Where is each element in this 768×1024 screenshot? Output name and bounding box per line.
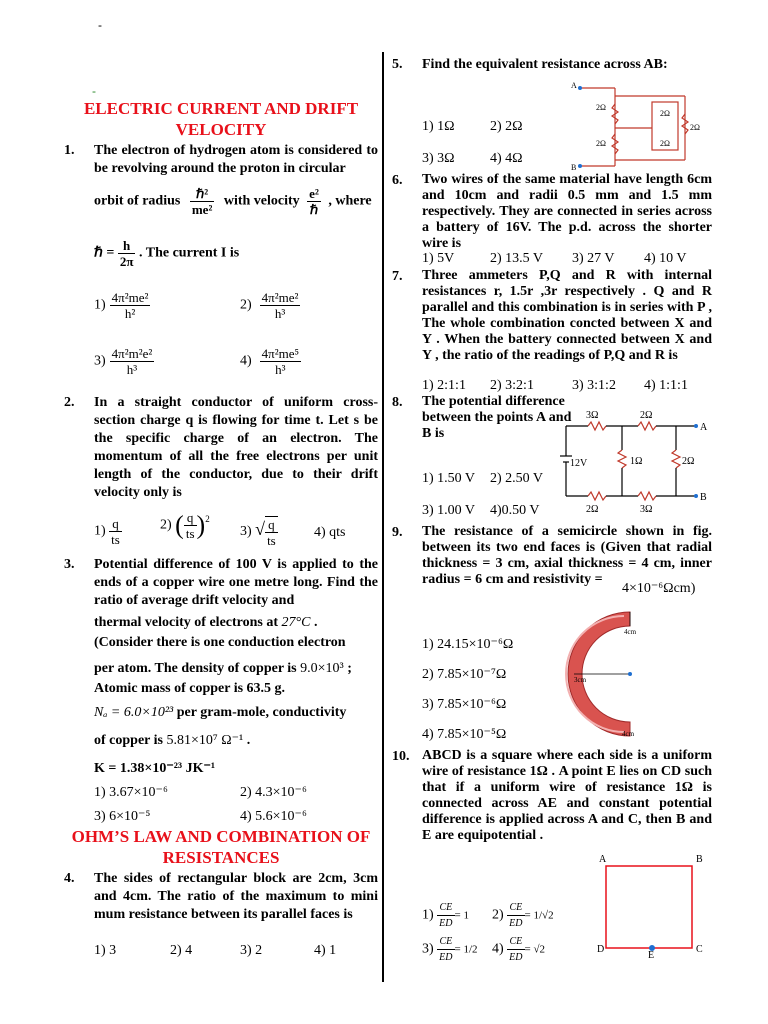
svg-text:3Ω: 3Ω [586, 410, 599, 421]
q3-option-1[interactable]: 1) 3.67×10⁻⁶ [94, 785, 168, 800]
q1-option-1[interactable]: 1) $\frac{\text{4π²me²}}{\text{h²}}$ [94, 290, 149, 321]
q7-text: Three ammeters P,Q and R with internal resistances r, 1.5r ,3r respectively . Q and R parallel and this combination is in series with P , The whole combination concted between X and Y . When the battery connected between X and Y , the ratio of the readings of P,Q and R is [422, 268, 712, 363]
q10-option-3[interactable]: 3) $\frac{CE}{ED}$ = 1/2 [422, 936, 478, 963]
svg-text:B: B [696, 854, 703, 865]
q3-line2: thermal velocity of electrons at 27°C . [94, 615, 318, 630]
q10-number: 10. [392, 749, 410, 764]
svg-text:2Ω: 2Ω [596, 103, 606, 112]
svg-text:A: A [599, 854, 607, 865]
q3-line7: of copper is 5.81×10⁷ Ω⁻¹ . [94, 733, 251, 748]
svg-text:2Ω: 2Ω [586, 504, 599, 515]
q8-option-2[interactable]: 2) 2.50 V [490, 471, 544, 486]
q1-number: 1. [64, 143, 75, 158]
q4-option-3[interactable]: 3) 2 [240, 943, 263, 958]
q1-velocity-pre: with velocity [223, 193, 300, 209]
q3-line4: per atom. The density of copper is 9.0×10³ ; [94, 661, 352, 676]
q2-number: 2. [64, 395, 75, 410]
q5-option-2[interactable]: 2) 2Ω [490, 119, 523, 134]
q10-option-4[interactable]: 4) $\frac{CE}{ED}$ = √2 [492, 936, 546, 963]
q4-option-2[interactable]: 2) 4 [170, 943, 193, 958]
q9-option-3[interactable]: 3) 7.85×10⁻⁶Ω [422, 697, 507, 712]
svg-text:3cm: 3cm [574, 676, 587, 684]
svg-text:4cm: 4cm [622, 730, 635, 738]
q3-boltzmann: K = 1.38×10⁻²³ JK⁻¹ [94, 761, 216, 776]
q6-number: 6. [392, 173, 403, 188]
q9-semicircle-figure [560, 606, 680, 742]
section-heading-drift: ELECTRIC CURRENT AND DRIFT VELOCITY [83, 99, 359, 139]
q5-text: Find the equivalent resistance across AB: [422, 57, 668, 72]
q7-number: 7. [392, 269, 403, 284]
q9-number: 9. [392, 525, 403, 540]
q8-option-3[interactable]: 3) 1.00 V [422, 503, 476, 518]
q3-line6: Nₐ = 6.0×10²³ per gram-mole, conductivity [94, 705, 347, 720]
q7-option-1[interactable]: 1) 2:1:1 [422, 378, 466, 393]
q10-option-1[interactable]: 1) $\frac{CE}{ED}$ = 1 [422, 902, 469, 929]
q3-conductivity: 5.81×10⁷ Ω⁻¹ [166, 733, 244, 748]
q9-option-1[interactable]: 1) 24.15×10⁻⁶Ω [422, 637, 514, 652]
q3-line5: Atomic mass of copper is 63.5 g. [94, 681, 286, 696]
left-mark: - [92, 84, 96, 98]
q10-text: ABCD is a square where each side is a uniform wire of resistance 1Ω . A point E lies on CD such that if a uniform wire of resistance 1Ω is connected across AE and constant potential difference is applied across A and C, then B and E are equipotential . [422, 748, 712, 843]
q3-line1: Potential difference of 100 V is applied to the ends of a copper wire one metre long. Find the ratio of average drift velocity and [94, 557, 378, 608]
q3-density: 9.0×10³ [300, 661, 344, 676]
q7-option-4[interactable]: 4) 1:1:1 [644, 378, 688, 393]
q5-option-1[interactable]: 1) 1Ω [422, 119, 455, 134]
q8-circuit-figure [558, 406, 712, 516]
q9-resistivity: 4×10⁻⁶Ωcm) [622, 581, 696, 596]
q9-text: The resistance of a semicircle shown in fig. between its two end faces is (Given that radial thickness = 3 cm, axial thickness = 4 cm, inner radius = 6 cm and resistivity = [422, 524, 712, 587]
q5-number: 5. [392, 57, 403, 72]
q6-text: Two wires of the same material have length 6cm and 10cm and radii 0.5 mm and 1.5 mm respectively. They are connected in series across a battery of 16V. The p.d. across the shorter wire is [422, 172, 712, 251]
q8-option-4[interactable]: 4)0.50 V [490, 503, 540, 518]
q9-option-4[interactable]: 4) 7.85×10⁻⁵Ω [422, 727, 507, 742]
q1-hbar-fraction: $\frac{h}{2\pi}$ [119, 238, 134, 269]
q5-option-3[interactable]: 3) 3Ω [422, 151, 455, 166]
svg-text:1Ω: 1Ω [630, 456, 643, 467]
q6-option-2[interactable]: 2) 13.5 V [490, 251, 544, 266]
q1-hbar-line: ℏ = $\frac{h}{2\pi}$ . The current I is [94, 238, 240, 269]
svg-text:12V: 12V [570, 458, 588, 469]
column-divider [382, 52, 384, 982]
q1-orbit-pre: orbit of radius [94, 193, 181, 209]
svg-text:2Ω: 2Ω [682, 456, 695, 467]
q2-text: In a straight conductor of uniform cross-section charge q is flowing for time t. Let s be the specific charge of an electron. The momentum of all the free electrons per unit length of the conductor, due to their drift velocity only is [94, 395, 378, 500]
svg-text:3Ω: 3Ω [640, 504, 653, 515]
q3-avogadro: Nₐ = 6.0×10²³ [94, 705, 174, 720]
q8-number: 8. [392, 395, 403, 410]
svg-text:D: D [597, 944, 605, 955]
svg-text:2Ω: 2Ω [660, 139, 670, 148]
q3-temperature: 27°C [281, 615, 311, 630]
q1-option-3[interactable]: 3) $\frac{\text{4π²m²e²}}{\text{h³}}$ [94, 346, 153, 377]
q2-option-1[interactable]: 1) $\frac{q}{ts}$ [94, 516, 120, 547]
svg-text:B: B [700, 492, 707, 503]
q3-option-3[interactable]: 3) 6×10⁻⁵ [94, 809, 151, 824]
section-heading-ohms-law: OHM’S LAW AND COMBINATION OF RESISTANCES [71, 827, 371, 867]
svg-text:2Ω: 2Ω [690, 123, 700, 132]
svg-text:C: C [696, 944, 703, 955]
q10-option-2[interactable]: 2) $\frac{CE}{ED}$ = 1/√2 [492, 902, 554, 929]
q4-number: 4. [64, 871, 75, 886]
q7-option-2[interactable]: 2) 3:2:1 [490, 378, 534, 393]
q3-line3: (Consider there is one conduction electron [94, 635, 346, 650]
svg-text:4cm: 4cm [624, 628, 637, 636]
q5-fig-label-b: B [571, 163, 577, 172]
q6-option-3[interactable]: 3) 27 V [572, 251, 615, 266]
q6-option-1[interactable]: 1) 5V [422, 251, 455, 266]
top-mark: - [98, 18, 102, 32]
svg-text:2Ω: 2Ω [640, 410, 653, 421]
q2-option-4[interactable]: 4) qts [314, 525, 346, 540]
q2-option-2[interactable]: 2) ( $\frac{q}{ts}$ )$^2$ [160, 510, 210, 541]
svg-text:E: E [648, 950, 655, 958]
svg-text:A: A [700, 422, 708, 433]
q1-text: The electron of hydrogen atom is considered to be revolving around the proton in circular [94, 143, 378, 176]
q8-option-1[interactable]: 1) 1.50 V [422, 471, 476, 486]
q3-number: 3. [64, 557, 75, 572]
q1-velocity-fraction: $\frac{\text{e²}}{\text{ℏ}}$ [309, 186, 319, 217]
q9-option-2[interactable]: 2) 7.85×10⁻⁷Ω [422, 667, 507, 682]
q3-option-4[interactable]: 4) 5.6×10⁻⁶ [240, 809, 307, 824]
svg-text:2Ω: 2Ω [660, 109, 670, 118]
q1-option-4[interactable]: 4) $\frac{\text{4π²me⁵}}{\text{h³}}$ [240, 346, 300, 377]
q10-square-figure [594, 852, 714, 958]
q5-circuit-figure [570, 80, 715, 172]
q5-option-4[interactable]: 4) 4Ω [490, 151, 523, 166]
q4-text: The sides of rectangular block are 2cm, 3cm and 4cm. The ratio of the maximum to mini mum resistance between its parallel faces is [94, 871, 378, 922]
q1-radius-fraction: $\frac{\text{ℏ²}}{\text{me²}}$ [191, 186, 213, 217]
q1-velocity-post: , where [328, 193, 372, 209]
q1-option-2[interactable]: 2) $\frac{\text{4π²me²}}{\text{h³}}$ [240, 290, 299, 321]
q7-option-3[interactable]: 3) 3:1:2 [572, 378, 616, 393]
q6-option-4[interactable]: 4) 10 V [644, 251, 687, 266]
q3-option-2[interactable]: 2) 4.3×10⁻⁶ [240, 785, 307, 800]
svg-text:2Ω: 2Ω [596, 139, 606, 148]
q5-fig-label-a: A [571, 81, 577, 90]
q8-text: The potential difference between the points A and B is [422, 394, 572, 441]
q2-option-3[interactable]: 3) √ $\frac{q}{ts}$ [240, 517, 276, 548]
q4-option-4[interactable]: 4) 1 [314, 943, 337, 958]
q4-option-1[interactable]: 1) 3 [94, 943, 117, 958]
q1-orbit-line [94, 186, 372, 217]
